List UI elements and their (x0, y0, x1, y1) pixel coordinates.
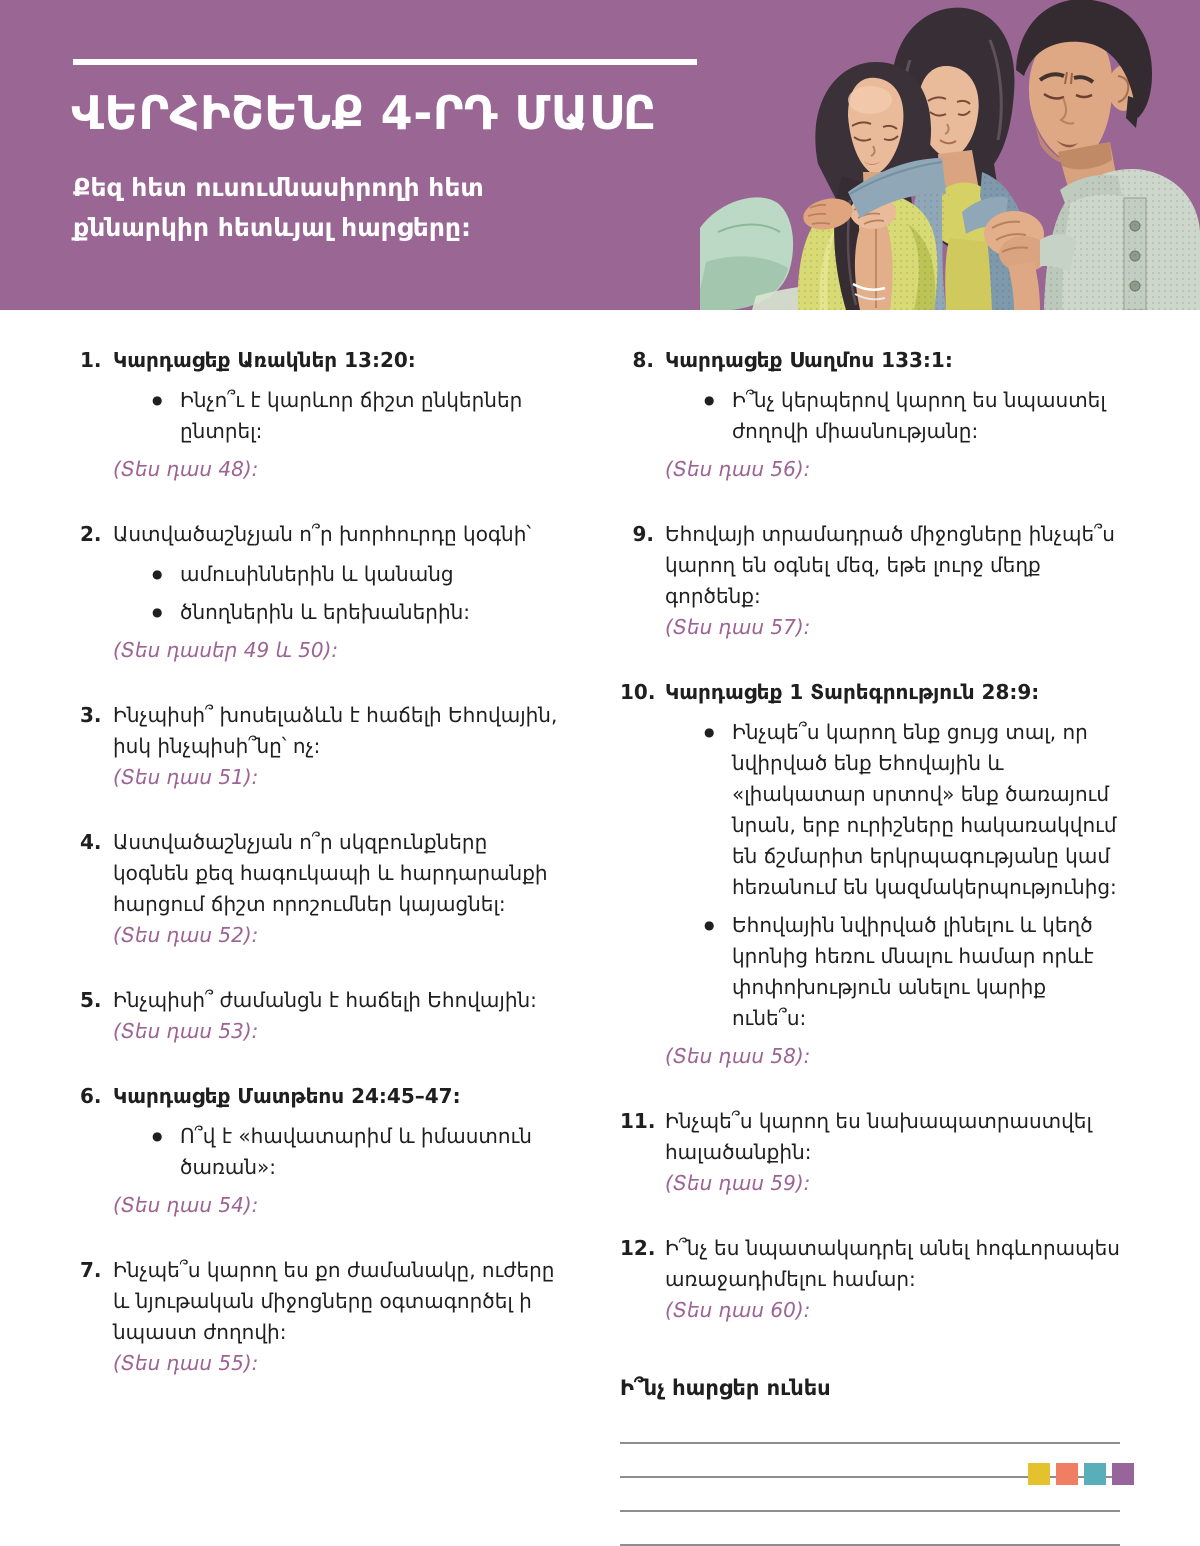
item-question: Ինչպիսի՞ խոսելաձևն է հաճելի Եհովային, իսկ ինչպիսի՞նը՝ ոչ: (113, 703, 558, 758)
bullet-text: ● Ի՞նչ կերպերով կարող ես նպաստել ժողովի միասնությանը: (732, 388, 1106, 443)
question-item (80, 700, 558, 793)
your-questions-heading: Ի՞նչ հարցեր ունես (620, 1376, 831, 1400)
bullet-item (113, 1121, 558, 1183)
family-praying-illustration (700, 0, 1200, 310)
item-question: Կարդացեք Սաղմոս 133:1: (665, 348, 953, 372)
question-item (620, 519, 1120, 643)
footer-color-squares (1028, 1463, 1134, 1485)
question-item (620, 345, 1120, 485)
item-question: Կարդացեք 1 Տարեգրություն 28:9: (665, 680, 1040, 704)
bullet-text: ● Ո՞վ է «հավատարիմ և իմաստուն ծառան»: (180, 1124, 532, 1179)
item-question: Աստվածաշնչյան ո՞ր խորհուրդը կօգնի՝ (113, 522, 532, 546)
item-number: 5. (80, 988, 102, 1012)
item-question: Կարդացեք Մատթեոս 24:45–47: (113, 1084, 461, 1108)
lesson-reference: (Տես դաս 54): (113, 1193, 259, 1217)
writing-line (620, 1410, 1120, 1444)
item-number: 7. (80, 1258, 102, 1282)
item-number: 10. (620, 680, 656, 704)
bullet-text: ● Ինչո՞ւ է կարևոր ճիշտ ընկերներ ընտրել: (180, 388, 523, 443)
item-number: 9. (632, 522, 654, 546)
question-item (80, 519, 558, 666)
item-question: Ինչպե՞ս կարող ես նախապատրաստվել հալածանքին: (665, 1109, 1092, 1164)
lesson-reference: (Տես դաս 59): (665, 1171, 811, 1195)
bullet-item (665, 385, 1120, 447)
bullet-item (113, 559, 558, 590)
lesson-reference: (Տես դաս 60): (665, 1298, 811, 1322)
questions-column-left (80, 345, 558, 1413)
item-number: 6. (80, 1084, 102, 1108)
questions-column-right (620, 345, 1120, 1546)
question-item (80, 1081, 558, 1221)
item-question: Ինչպիսի՞ ժամանցն է հաճելի Եհովային: (113, 988, 537, 1012)
question-item (80, 827, 558, 951)
item-number: 4. (80, 830, 102, 854)
item-question: Եհովայի տրամադրած միջոցները ինչպե՞ս կարող են օգնել մեզ, եթե լուրջ մեղք գործենք: (665, 522, 1115, 608)
item-question: Աստվածաշնչյան ո՞ր սկզբունքները կօգնեն քեզ հագուկապի և հարդարանքի հարցում ճիշտ որոշումներ կայացնել: (113, 830, 548, 916)
header-banner (0, 0, 1200, 310)
color-square-coral (1056, 1463, 1078, 1485)
bullet-list (113, 1121, 558, 1183)
question-item (620, 677, 1120, 1072)
bullet-list (665, 717, 1120, 1034)
item-number: 12. (620, 1236, 656, 1260)
item-number: 1. (80, 348, 102, 372)
item-number: 8. (632, 348, 654, 372)
bullet-text: ● ամուսիններին և կանանց (180, 562, 454, 586)
bullet-item (113, 385, 558, 447)
item-question: Ի՞նչ ես նպատակադրել անել հոգևորապես առաջադիմելու համար: (665, 1236, 1120, 1291)
bullet-text: ● Ինչպե՞ս կարող ենք ցույց տալ, որ նվիրված ենք Եհովային և «լիակատար սրտով» ենք ծառայում նրան, երբ ուրիշները հակառակվում են ճշմարիտ երկրպագությանը կամ հեռանում են կազմակերպությունից: (732, 720, 1117, 899)
bullet-text: ● ծնողներին և երեխաներին: (180, 600, 471, 624)
page-title: ՎԵՐՀԻՇԵՆՔ 4-ՐԴ ՄԱՍԸ (71, 86, 657, 140)
lesson-reference: (Տես դասեր 49 և 50): (113, 638, 339, 662)
item-number: 11. (620, 1109, 656, 1133)
color-square-purple (1112, 1463, 1134, 1485)
bullet-item (665, 910, 1120, 1034)
question-item (80, 345, 558, 485)
question-item (620, 1106, 1120, 1199)
page-subtitle: Քեզ հետ ուսումնասիրողի հետ քննարկիր հետևյալ հարցերը: (73, 173, 484, 242)
header-rule (73, 59, 697, 65)
lesson-reference: (Տես դաս 56): (665, 457, 811, 481)
question-item (80, 1255, 558, 1379)
bullet-item (665, 717, 1120, 903)
lesson-reference: (Տես դաս 55): (113, 1351, 259, 1375)
lesson-reference: (Տես դաս 51): (113, 765, 259, 789)
color-square-yellow (1028, 1463, 1050, 1485)
bullet-list (113, 385, 558, 447)
item-question: Կարդացեք Առակներ 13:20: (113, 348, 416, 372)
bullet-text: ● Եհովային նվիրված լինելու և կեղծ կրոնից հեռու մնալու համար որևէ փոփոխություն անելու կարիք ունե՞ս: (732, 913, 1094, 1030)
question-item (620, 1233, 1120, 1326)
item-number: 3. (80, 703, 102, 727)
lesson-reference: (Տես դաս 48): (113, 457, 259, 481)
lesson-reference: (Տես դաս 53): (113, 1019, 259, 1043)
lesson-reference: (Տես դաս 57): (665, 615, 811, 639)
question-item (80, 985, 558, 1047)
bullet-list (665, 385, 1120, 447)
item-number: 2. (80, 522, 102, 546)
bullet-item (113, 597, 558, 628)
item-question: Ինչպե՞ս կարող ես քո ժամանակը, ուժերը և նյութական միջոցները օգտագործել ի նպաստ ժողովի: (113, 1258, 555, 1344)
color-square-teal (1084, 1463, 1106, 1485)
writing-line (620, 1512, 1120, 1546)
lesson-reference: (Տես դաս 58): (665, 1044, 811, 1068)
bullet-list (113, 559, 558, 628)
lesson-reference: (Տես դաս 52): (113, 923, 259, 947)
